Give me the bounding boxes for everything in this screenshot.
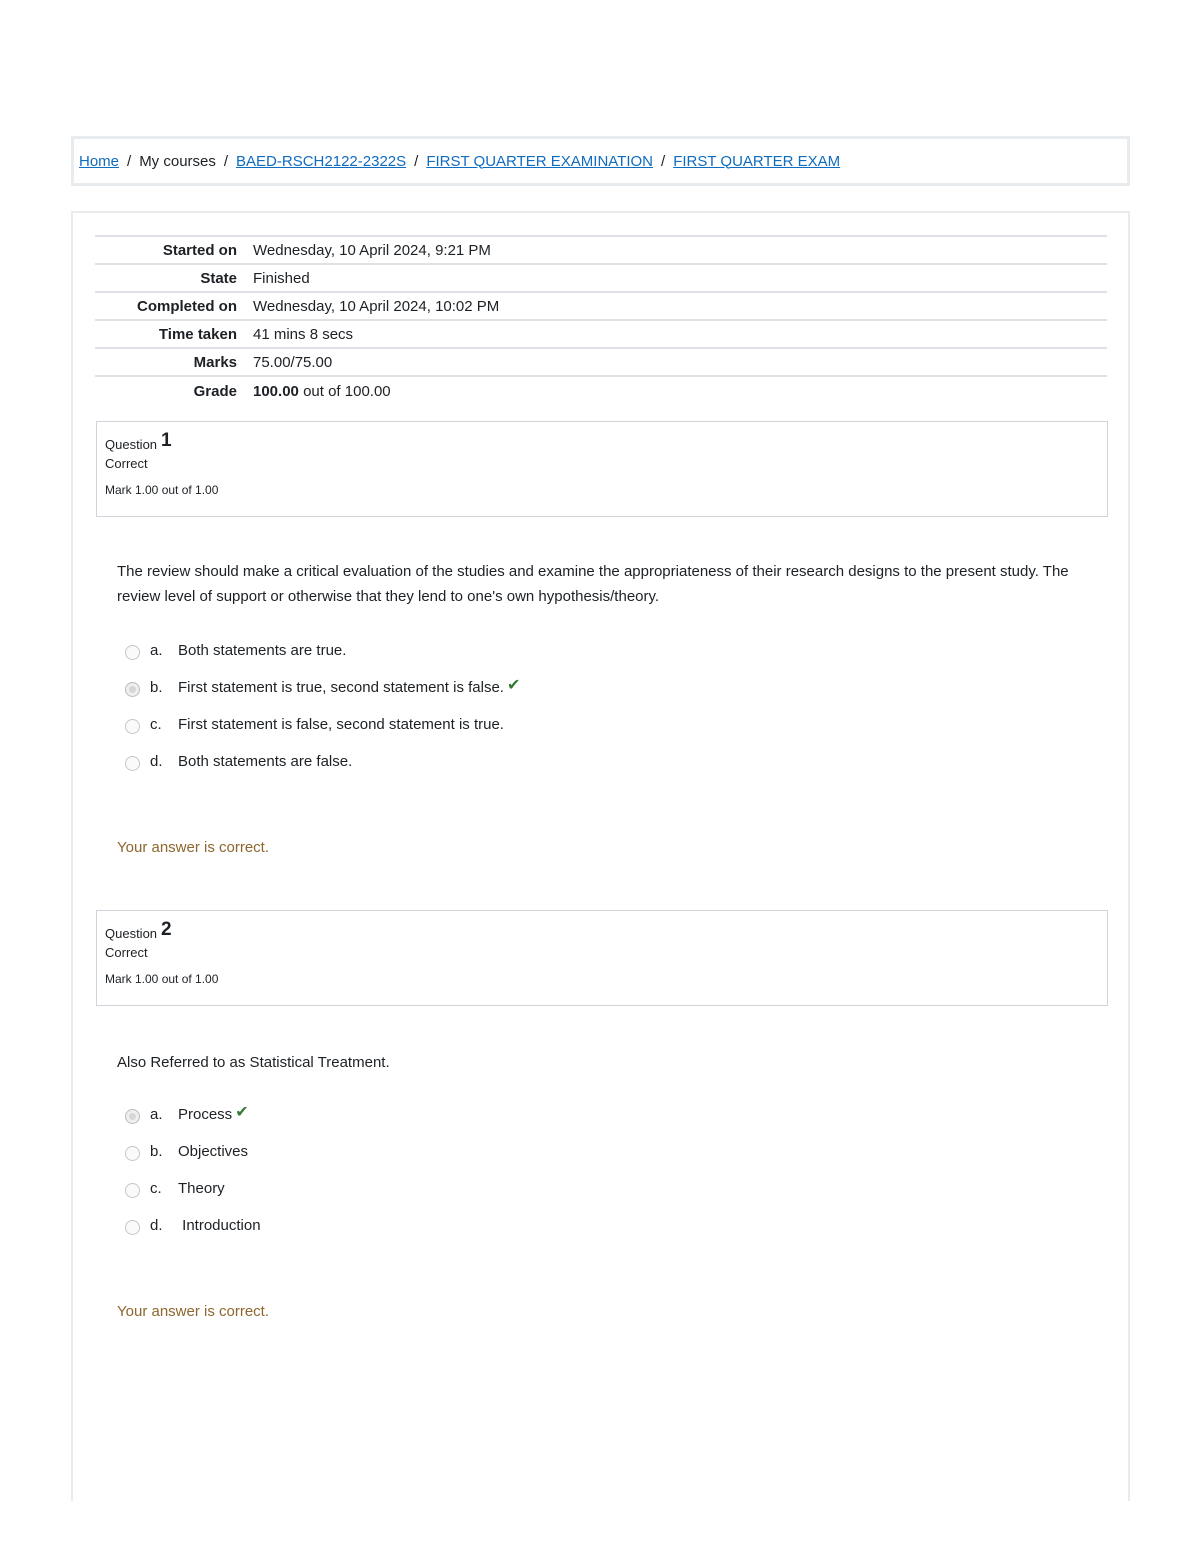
answer-text: Both statements are true. <box>178 642 347 659</box>
answer-text: Theory <box>178 1180 225 1197</box>
attempt-summary-table <box>95 235 1107 405</box>
summary-value: 75.00/75.00 <box>253 353 333 371</box>
breadcrumb-separator: / <box>223 152 229 170</box>
summary-value: Finished <box>253 269 310 287</box>
question-mark: Mark 1.00 out of 1.00 <box>105 483 219 497</box>
answer-radio[interactable] <box>125 1146 140 1161</box>
answer-letter: a. <box>150 642 163 659</box>
question-mark: Mark 1.00 out of 1.00 <box>105 972 219 986</box>
summary-row-time-taken <box>95 321 1107 349</box>
breadcrumb <box>71 136 1130 186</box>
answer-radio-selected[interactable] <box>125 1109 140 1124</box>
grade-out-of: out of 100.00 <box>303 382 391 400</box>
breadcrumb-separator: / <box>661 152 666 170</box>
answer-letter: b. <box>150 679 163 696</box>
question-state: Correct <box>105 945 148 960</box>
answer-radio-selected[interactable] <box>125 682 140 697</box>
answer-text: Objectives <box>178 1143 249 1160</box>
summary-label: State <box>200 269 237 287</box>
question-info-box <box>96 910 1108 1006</box>
answer-option[interactable] <box>125 706 520 743</box>
question-number <box>105 428 1099 452</box>
answer-radio[interactable] <box>125 756 140 771</box>
summary-value <box>253 383 1107 400</box>
answer-letter: b. <box>150 1143 163 1160</box>
question-number-value: 2 <box>161 919 172 940</box>
summary-row-state <box>95 265 1107 293</box>
breadcrumb-section-link[interactable]: FIRST QUARTER EXAMINATION <box>426 152 654 170</box>
answer-option[interactable] <box>125 632 520 669</box>
breadcrumb-course-link[interactable]: BAED-RSCH2122-2322S <box>236 152 407 170</box>
summary-row-grade <box>95 377 1107 405</box>
summary-value: 41 mins 8 secs <box>253 325 354 343</box>
summary-value: Wednesday, 10 April 2024, 10:02 PM <box>253 297 500 315</box>
answer-option[interactable] <box>125 1096 261 1133</box>
answer-letter: c. <box>150 1180 162 1197</box>
answer-radio[interactable] <box>125 1220 140 1235</box>
answer-option[interactable] <box>125 1170 261 1207</box>
answer-letter: d. <box>150 753 163 770</box>
breadcrumb-quiz-link[interactable]: FIRST QUARTER EXAM <box>673 152 841 170</box>
summary-label: Started on <box>162 241 237 259</box>
breadcrumb-separator: / <box>414 152 419 170</box>
grade-score: 100.00 <box>253 382 299 400</box>
question-text: Also Referred to as Statistical Treatment. <box>117 1054 390 1071</box>
summary-row-completed <box>95 293 1107 321</box>
quiz-review-region <box>71 211 1130 1501</box>
question-text: The review should make a critical evaluation of the studies and examine the appropriateness of their research designs to the present study. The review level of support or otherwise that they lend to one's own hypothesis/theory. <box>117 563 1069 605</box>
answer-feedback: Your answer is correct. <box>117 839 270 856</box>
summary-label: Time taken <box>158 325 237 343</box>
answer-text: First statement is true, second statement is false. <box>178 679 504 696</box>
answer-list <box>125 1096 261 1244</box>
check-icon: ✔ <box>235 1103 249 1121</box>
breadcrumb-my-courses: My courses <box>139 152 216 170</box>
question-number-value: 1 <box>161 430 172 451</box>
answer-radio[interactable] <box>125 1183 140 1198</box>
summary-label: Grade <box>193 382 237 400</box>
breadcrumb-home-link[interactable]: Home <box>79 152 120 170</box>
answer-radio[interactable] <box>125 645 140 660</box>
summary-value: Wednesday, 10 April 2024, 9:21 PM <box>253 241 491 259</box>
question-number <box>105 917 1099 941</box>
question-label: Question <box>105 926 158 941</box>
answer-text: Both statements are false. <box>178 753 353 770</box>
answer-option[interactable] <box>125 1207 261 1244</box>
answer-text: First statement is false, second statement is true. <box>178 716 504 733</box>
answer-text: Process <box>178 1106 233 1123</box>
answer-list <box>125 632 520 780</box>
answer-text: Introduction <box>178 1217 261 1234</box>
answer-option[interactable] <box>125 669 520 706</box>
summary-label: Completed on <box>137 297 237 315</box>
question-label: Question <box>105 437 158 452</box>
summary-row-marks <box>95 349 1107 377</box>
answer-radio[interactable] <box>125 719 140 734</box>
answer-letter: d. <box>150 1217 163 1234</box>
check-icon: ✔ <box>506 676 521 694</box>
answer-option[interactable] <box>125 1133 261 1170</box>
answer-letter: a. <box>150 1106 163 1123</box>
summary-label: Marks <box>193 353 237 371</box>
answer-letter: c. <box>150 716 162 733</box>
question-info-box <box>96 421 1108 517</box>
question-state: Correct <box>105 456 148 471</box>
answer-option[interactable] <box>125 743 520 780</box>
answer-feedback: Your answer is correct. <box>117 1303 270 1320</box>
breadcrumb-separator: / <box>127 152 132 170</box>
summary-row-started <box>95 237 1107 265</box>
